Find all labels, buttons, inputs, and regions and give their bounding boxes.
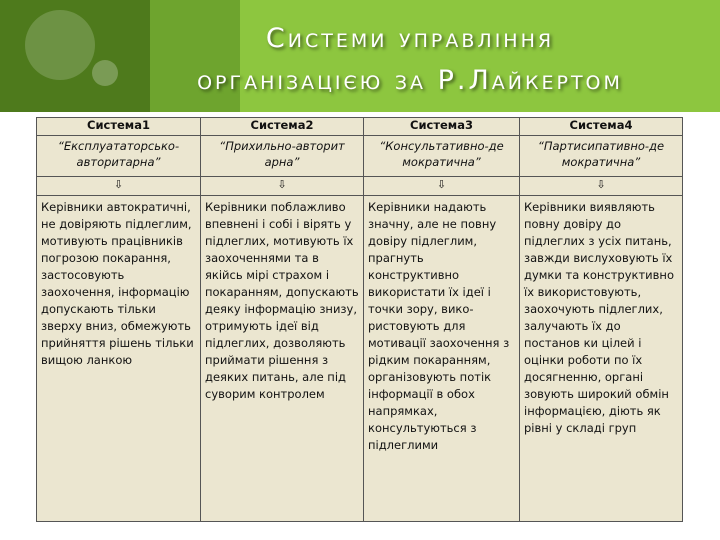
system-type-label: “Прихильно-авторит арна”	[201, 136, 364, 177]
slide-title-line-2: організацією за Р.Лайкертом	[197, 65, 623, 96]
system-type-label: “Консультативно-де мократична”	[364, 136, 520, 177]
column-header: Система3	[364, 118, 520, 136]
systems-table	[36, 117, 683, 522]
table-subtitle-row	[37, 136, 683, 177]
down-arrow-icon: ⇩	[37, 177, 201, 196]
system-description: Керівники поблажливо впевнені і собі і вірять у підлеглих, мотивують їх заохоченнями та в якійсь мірі страхом і покаранням, допускають деяку інформацію знизу, отримують ідеї від підлеглих, дозволяють приймати рішення з деяких питань, але під суворим контролем	[201, 196, 364, 522]
table-description-row	[37, 196, 683, 522]
column-header: Система4	[520, 118, 683, 136]
system-type-label: “Експлуататорсько-авторитарна”	[37, 136, 201, 177]
system-description: Керівники надають значну, але не повну довіру підлеглим, прагнуть конструктивно використати їх ідеї і точки зору, вико-ристовують для мотивації заохочення з рідким покаранням, організовують потік інформації в обох напрямках, консультуються з підлеглими	[364, 196, 520, 522]
down-arrow-icon: ⇩	[520, 177, 683, 196]
decorative-circle-small	[92, 60, 118, 86]
slide-header	[0, 0, 720, 112]
decorative-circle	[25, 10, 95, 80]
column-header: Система2	[201, 118, 364, 136]
column-header: Система1	[37, 118, 201, 136]
down-arrow-icon: ⇩	[364, 177, 520, 196]
slide-title	[120, 18, 700, 102]
system-description: Керівники автократичні, не довіряють підлеглим, мотивують працівників погрозою покарання, застосовують заохочення, інформацію допускають тільки зверху вниз, обмежують прийняття рішень тільки вищою ланкою	[37, 196, 201, 522]
slide-title-line-1: Системи управління	[265, 23, 555, 54]
down-arrow-icon: ⇩	[201, 177, 364, 196]
system-type-label: “Партисипативно-де мократична”	[520, 136, 683, 177]
table-header-row	[37, 118, 683, 136]
table-arrow-row	[37, 177, 683, 196]
system-description: Керівники виявляють повну довіру до підлеглих з усіх питань, завжди вислуховують їх думки та конструктивно їх використовують, заохочують підлеглих, залучають їх до постанов ки цілей і оцінки роботи по їх досягненню, органі зовують широкий обмін інформацією, діють як рівні у складі груп	[520, 196, 683, 522]
